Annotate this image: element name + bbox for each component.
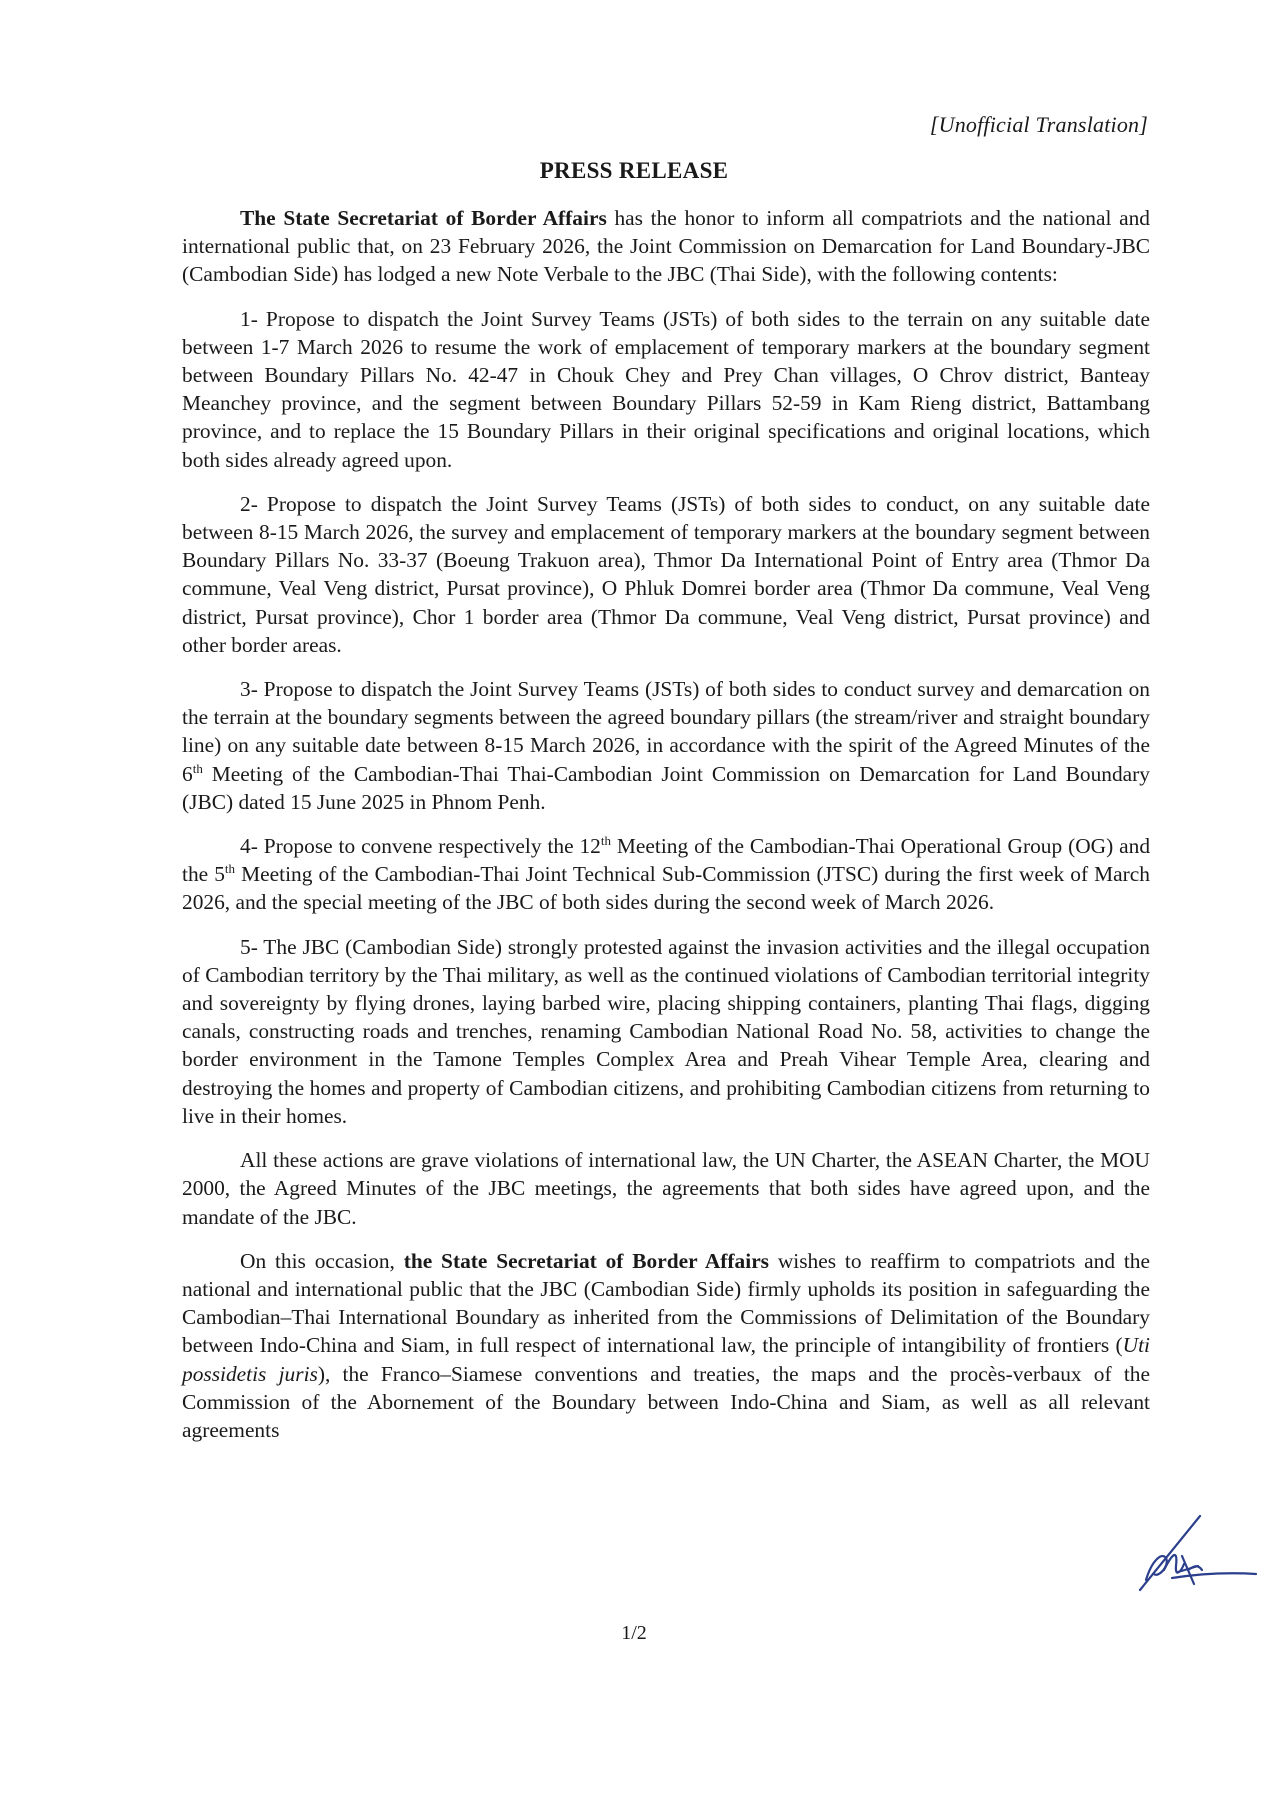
p7-text-b: wishes to reaffirm to compatriots and the national and international public that the JBC (Cambodian Side) firmly upholds its position in safeguarding the Cambodian–Thai International Boundary as inherited from the Commissions of Delimitation of the Boundary between Indo-China and Siam, in full respect of international law, the principle of intangibility of frontiers ( [182, 1248, 1150, 1358]
paragraph-5: 5- The JBC (Cambodian Side) strongly protested against the invasion activities and the illegal occupation of Cambodian territory by the Thai military, as well as the continued violations of Cambodian territorial integrity and sovereignty by flying drones, laying barbed wire, placing shipping containers, planting Thai flags, digging canals, constructing roads and trenches, renaming Cambodian National Road No. 58, activities to change the border environment in the Tamone Temples Complex Area and Preah Vihear Temple Area, clearing and destroying the homes and property of Cambodian citizens, and prohibiting Cambodian citizens from returning to live in their homes. [182, 934, 1150, 1128]
paragraph-7 [182, 1247, 1150, 1444]
paragraph-intro [182, 204, 1150, 289]
p7-bold-phrase: the State Secretariat of Border Affairs [403, 1248, 770, 1273]
p3-text-b: Meeting of the Cambodian-Thai Thai-Cambodian Joint Commission on Demarcation for Land Boundary (JBC) dated 15 June 2025 in Phnom Penh. [182, 761, 1150, 814]
p4-text-a: 4- Propose to convene respectively the 12 [240, 834, 601, 859]
p7-italic-term: Uti possidetis juris [182, 1333, 1150, 1386]
initials-signature [1128, 1508, 1258, 1598]
paragraph-6: All these actions are grave violations of international law, the UN Charter, the ASEAN Charter, the MOU 2000, the Agreed Minutes of the JBC meetings, the agreements that both sides have agreed upon, and the mandate of the JBC. [182, 1148, 1150, 1229]
page-title: PRESS RELEASE [539, 158, 729, 183]
unofficial-translation-note: [Unofficial Translation] [929, 112, 1148, 137]
p4-ordinal-1: th [600, 832, 612, 848]
document-body [182, 204, 1150, 1460]
intro-bold-phrase: The State Secretariat of Border Affairs [240, 206, 607, 230]
intro-text: has the honor to inform all compatriots and the national and international public that, on 23 February 2026, the Joint Commission on Demarcation for Land Boundary-JBC (Cambodian Side) has lodged a new Note Verbale to the JBC (Thai Side), with the following contents: [182, 206, 1150, 287]
p7-text-c: ), the Franco–Siamese conventions and treaties, the maps and the procès-verbaux of the Commission of the Abornement of the Boundary between Indo-China and Siam, as well as all relevant agreements [182, 1361, 1150, 1442]
p3-text-a: 3- Propose to dispatch the Joint Survey Teams (JSTs) of both sides to conduct survey and demarcation on the terrain at the boundary segments between the agreed boundary pillars (the stream/river and straight boundary line) on any suitable date between 8-15 March 2026, in accordance with the spirit of the Agreed Minutes of the 6 [182, 677, 1150, 786]
p4-text-c: Meeting of the Cambodian-Thai Joint Technical Sub-Commission (JTSC) during the first week of March 2026, and the special meeting of the JBC of both sides during the second week of March 2026. [182, 862, 1150, 915]
p3-ordinal: th [192, 760, 203, 776]
page-number: 1/2 [621, 1622, 647, 1644]
p7-text-a: On this occasion, [240, 1248, 404, 1273]
paragraph-1: 1- Propose to dispatch the Joint Survey Teams (JSTs) of both sides to the terrain on any suitable date between 1-7 March 2026 to resume the work of emplacement of temporary markers at the boundary segment between Boundary Pillars No. 42-47 in Chouk Chey and Prey Chan villages, O Chrov district, Banteay Meanchey province, and the segment between Boundary Pillars 52-59 in Kam Rieng district, Battambang province, and to replace the 15 Boundary Pillars in their original specifications and original locations, which both sides already agreed upon. [182, 306, 1150, 472]
paragraph-2: 2- Propose to dispatch the Joint Survey Teams (JSTs) of both sides to conduct, on any suitable date between 8-15 March 2026, the survey and emplacement of temporary markers at the boundary segment between Boundary Pillars No. 33-37 (Boeung Trakuon area), Thmor Da International Point of Entry area (Thmor Da commune, Veal Veng district, Pursat province), O Phluk Domrei border area (Thmor Da commune, Veal Veng district, Pursat province), Chor 1 border area (Thmor Da commune, Veal Veng district, Pursat province) and other border areas. [182, 491, 1150, 657]
paragraph-4 [182, 832, 1150, 917]
p4-text-b: Meeting of the Cambodian-Thai Operational Group (OG) and the 5 [182, 834, 1151, 887]
paragraph-3 [182, 675, 1150, 816]
p4-ordinal-2: th [224, 861, 236, 877]
